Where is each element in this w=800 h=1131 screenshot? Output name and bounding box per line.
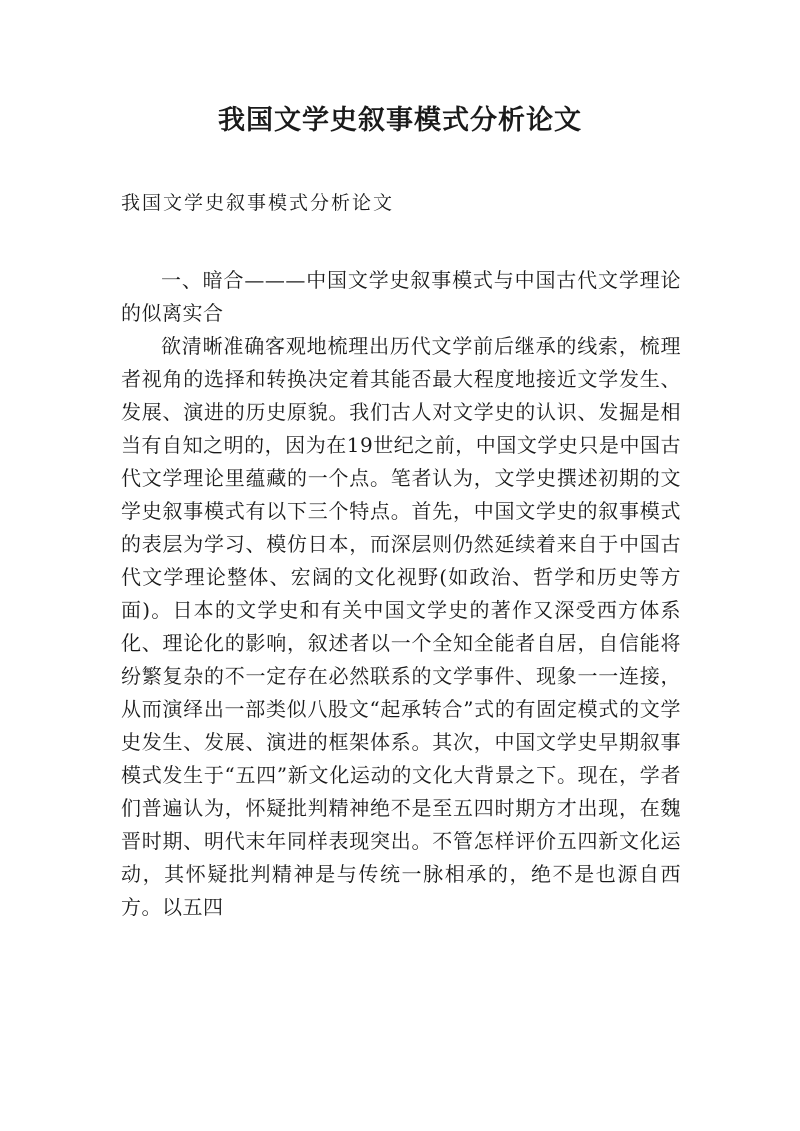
document-subtitle: 我国文学史叙事模式分析论文 xyxy=(121,192,395,214)
section-heading: 一、暗合———中国文学史叙事模式与中国古代文学理论的似离实合 xyxy=(121,268,681,325)
document-title: 我国文学史叙事模式分析论文 xyxy=(218,105,582,136)
document-body xyxy=(121,264,681,924)
body-paragraph: 欲清晰准确客观地梳理出历代文学前后继承的线索，梳理者视角的选择和转换决定着其能否最大程度地接近文学发生、发展、演进的历史原貌。我们古人对文学史的认识、发掘是相当有自知之明的，因为在19世纪之前，中国文学史只是中国古代文学理论里蕴藏的一个点。笔者认为，文学史撰述初期的文学史叙事模式有以下三个特点。首先，中国文学史的叙事模式的表层为学习、模仿日本，而深层则仍然延续着来自于中国古代文学理论整体、宏阔的文化视野(如政治、哲学和历史等方面)。日本的文学史和有关中国文学史的著作又深受西方体系化、理论化的影响，叙述者以一个全知全能者自居，自信能将纷繁复杂的不一定存在必然联系的文学事件、现象一一连接，从而演绎出一部类似八股文“起承转合”式的有固定模式的文学史发生、发展、演进的框架体系。其次，中国文学史早期叙事模式发生于“五四”新文化运动的文化大背景之下。现在，学者们普遍认为，怀疑批判精神绝不是至五四时期方才出现，在魏晋时期、明代末年同样表现突出。不管怎样评价五四新文化运动，其怀疑批判精神是与传统一脉相承的，绝不是也源自西方。以五四 xyxy=(121,334,681,919)
